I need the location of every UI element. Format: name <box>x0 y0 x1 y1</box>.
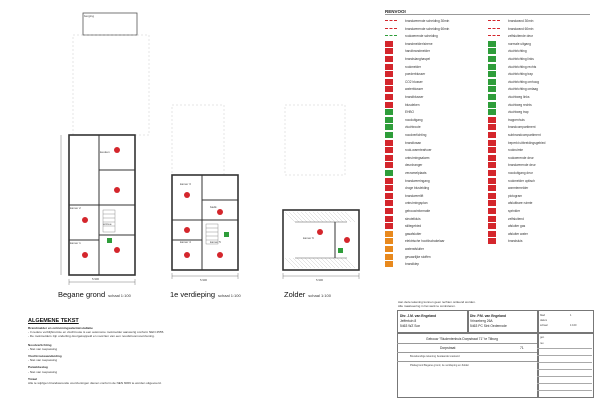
room-label: kamer 3 <box>180 182 191 186</box>
scale-value: 1:100 <box>570 324 577 327</box>
legend-label: brandwerende deur <box>508 163 536 168</box>
legend-label: brandweerlift <box>405 193 424 198</box>
legend-symbol-icon <box>488 216 496 222</box>
legend-label: brandwand 60min <box>508 26 534 31</box>
legend-symbol-icon <box>488 71 496 77</box>
legend-symbol-icon <box>488 56 496 62</box>
attic-caption <box>284 284 331 302</box>
legend-symbol-icon <box>385 208 393 214</box>
legend-label: brandblusser <box>405 95 424 99</box>
room-label: kamer 6 <box>303 236 314 240</box>
legend-label: brandklep <box>405 262 419 267</box>
legend-label: trappenhuis <box>508 117 525 122</box>
section-heading: Brandmelder en ontruimingsalarminstallatie <box>28 326 93 330</box>
legend-label: normale uitgang <box>508 41 531 46</box>
legend-label: verzamelplaats <box>405 171 427 175</box>
legend-symbol-icon <box>385 246 393 252</box>
plan-scale: schaal 1:100 <box>108 293 131 298</box>
room-label: kamer 4 <box>180 240 191 244</box>
first-floor-caption <box>170 284 241 302</box>
legend-symbol-icon <box>488 79 496 85</box>
legend-label: gasafsluiter <box>405 231 422 236</box>
legend-label: rookwerende scheiding <box>405 34 438 39</box>
legend-label: rookwerende deur <box>508 155 534 160</box>
legend-label: subbrandcompartiment <box>508 133 541 137</box>
legend <box>385 14 590 270</box>
first-floor-plan <box>162 100 242 285</box>
room-label: entree <box>103 222 112 226</box>
client-city: 5463 WZ Son <box>400 324 421 328</box>
legend-label: pictogram <box>508 193 522 198</box>
legend-symbol-icon <box>385 48 393 54</box>
legend-label: brandwerende scheiding 30min <box>405 19 450 23</box>
room-label: badk. <box>210 205 218 209</box>
section-heading: Vluchtrouteaanduiding <box>28 354 62 359</box>
legend-label: afsluiter gas <box>508 224 526 229</box>
legend-symbol-icon <box>488 20 500 23</box>
legend-symbol-icon <box>488 48 496 54</box>
legend-label: handbrandmelder <box>405 49 430 54</box>
escape-route-icon <box>107 238 112 243</box>
legend-label: afsluitbare ruimte <box>508 201 533 206</box>
legend-label: vluchtrichting rechts <box>508 64 537 69</box>
disclaimer-line: Alle maatvoering in het werk te controleren. <box>398 304 456 308</box>
first-outer-wall <box>172 175 238 270</box>
legend-label: gebouwinformatie <box>405 209 431 213</box>
legend-symbol-icon <box>385 86 393 92</box>
legend-label: vluchtrichting links <box>508 57 534 61</box>
legend-label: vluchtweg rechts <box>508 102 532 107</box>
legend-label: poederblusser <box>405 72 426 77</box>
designer-address: Vrinzeberg 26A <box>470 319 493 323</box>
paragraph: Alle te wijzigen brandwerende voorzieningen dienen conform de NEN 6069 te worden uitgevoerd. <box>28 381 162 386</box>
legend-symbol-icon <box>488 231 496 237</box>
legend-symbol-icon <box>385 28 397 31</box>
smoke-detector-icon <box>344 237 350 243</box>
legend-symbol-icon <box>488 208 496 214</box>
legend-symbol-icon <box>488 170 496 176</box>
dimension-text: 5.900 <box>200 278 207 282</box>
project-title: Gebouw "Studentenhuis Dorpstraat 71" te Tilburg <box>426 337 498 341</box>
legend-symbol-icon <box>488 140 496 146</box>
general-text-title: ALGEMENE TEKST <box>28 318 79 324</box>
legend-label: vluchtrichting omlaag <box>508 87 538 92</box>
legend-label: brandmelder/sirene <box>405 41 433 46</box>
paragraph: - Niet van toepassing <box>28 369 58 374</box>
legend-label: rookmelder optisch <box>508 178 535 183</box>
disclaimer-line: Aan deze tekening kunnen geen rechten ontleend worden. <box>398 300 476 304</box>
legend-symbol-icon <box>385 35 397 38</box>
legend-symbol-icon <box>385 94 393 100</box>
legend-symbol-icon <box>488 94 496 100</box>
legend-label: waterblusser <box>405 87 424 92</box>
client-name: Dhr. J.M. van Engeland <box>400 314 437 318</box>
room-label: kamer 2 <box>70 206 81 210</box>
legend-symbol-icon <box>385 261 393 267</box>
legend-symbol-icon <box>385 71 393 77</box>
legend-symbol-icon <box>488 223 496 229</box>
legend-label: beperkt uitbreidingsgebied <box>508 140 546 145</box>
smoke-detector-icon <box>317 229 323 235</box>
legend-symbol-icon <box>488 178 496 184</box>
date-label: datum <box>540 319 548 322</box>
legend-label: nooduitgang <box>405 117 423 122</box>
legend-label: vluchtroute <box>405 125 421 130</box>
legend-symbol-icon <box>488 185 496 191</box>
legend-label: brandkraan <box>405 140 422 145</box>
legend-label: vluchtweg trap <box>508 110 529 115</box>
plan-title: 1e verdieping <box>170 290 216 299</box>
legend-symbol-icon <box>385 64 393 70</box>
legend-label: waterafsluiter <box>405 247 424 251</box>
legend-symbol-icon <box>385 223 393 229</box>
paragraph: - In iedere verblijfsruimte en vluchtroute is een autonome rookmelder aanwezig conform NEN 2555. <box>28 330 165 335</box>
legend-symbol-icon <box>385 216 393 222</box>
section-heading: Noodverlichting <box>28 342 52 347</box>
paragraph: - De rookmelders zijn onderling doorgekoppeld en voorzien van een noodstroomvoorziening. <box>28 334 155 339</box>
attic-plan <box>275 100 365 285</box>
legend-symbol-icon <box>488 86 496 92</box>
plan-scale: schaal 1:100 <box>308 293 331 298</box>
legend-label: sleutelkluis <box>405 216 421 221</box>
legend-symbol-icon <box>488 155 496 161</box>
designer-name: Dhr. P.M. van Engeland <box>470 314 507 318</box>
legend-symbol-icon <box>488 117 496 123</box>
sheet-number: 1 <box>570 314 572 317</box>
general-text-body <box>28 326 368 385</box>
legend-symbol-icon <box>488 200 496 206</box>
paragraph: - Niet van toepassing <box>28 346 58 351</box>
scale-label: schaal <box>540 324 548 327</box>
dimension-text: 5.900 <box>316 278 323 282</box>
legend-label: nooduitgang deur <box>508 171 533 175</box>
legend-symbol-icon <box>488 193 496 199</box>
designer-city: 5463 PC Sint Oedenrode <box>470 324 507 328</box>
smoke-detector-icon <box>184 227 190 233</box>
legend-label: warmtemelder <box>508 186 529 191</box>
legend-symbol-icon <box>385 124 393 130</box>
legend-label: CO2 blusser <box>405 79 423 84</box>
legend-symbol-icon <box>488 238 496 244</box>
room-label: keuken <box>100 150 110 154</box>
revision-grid <box>537 348 592 396</box>
legend-label: rook-warmteafvoer <box>405 148 432 153</box>
legend-label: vluchtrichting <box>508 49 527 54</box>
legend-symbol-icon <box>488 162 496 168</box>
room-label: kamer 1 <box>70 241 81 245</box>
smoke-detector-icon <box>184 192 190 198</box>
legend-symbol-icon <box>488 124 496 130</box>
ground-floor-caption <box>58 284 131 302</box>
legend-symbol-icon <box>385 185 393 191</box>
legend-label: afsluiter water <box>508 231 528 236</box>
legend-label: rookruimte <box>508 148 524 153</box>
legend-symbol-icon <box>385 162 393 168</box>
legend-symbol-icon <box>385 193 393 199</box>
legend-symbol-icon <box>385 238 393 244</box>
divider <box>397 343 537 344</box>
drawing-content: Plattegrond Begane grond, 1e verdieping en Zolder <box>410 364 469 367</box>
legend-symbol-icon <box>488 132 496 138</box>
legend-label: vluchtrichting trap <box>508 72 533 77</box>
plan-title: Begane grond <box>58 290 106 299</box>
legend-symbol-icon <box>385 140 393 146</box>
paragraph: - Niet van toepassing <box>28 358 58 363</box>
legend-symbol-icon <box>385 231 393 237</box>
legend-label: vluchtrichting omhoog <box>508 79 540 84</box>
legend-symbol-icon <box>385 109 393 115</box>
legend-symbol-icon <box>488 41 496 47</box>
legend-symbol-icon <box>488 28 500 31</box>
roof-outline <box>172 105 224 175</box>
legend-symbol-icon <box>488 102 496 108</box>
sheet-label: blad <box>540 314 545 317</box>
room-label: berging <box>84 14 95 18</box>
legend-symbol-icon <box>385 20 397 23</box>
legend-label: brandsluis <box>508 239 523 244</box>
legend-label: droge blusleiding <box>405 186 430 191</box>
ground-floor-plan <box>55 10 165 300</box>
drawn-by-label: get. <box>540 336 545 339</box>
legend-label: zelfsluitende deur <box>508 34 533 39</box>
smoke-detector-icon <box>82 252 88 258</box>
legend-symbol-icon <box>385 132 393 138</box>
disclaimer-note <box>398 300 476 308</box>
legend-symbol-icon <box>385 254 393 260</box>
legend-label: stiltegebied <box>405 224 422 229</box>
plan-title: Zolder <box>284 290 306 299</box>
legend-label: brandwerende scheiding 60min <box>405 26 450 31</box>
legend-label: zelfsluitend <box>508 216 524 221</box>
smoke-detector-icon <box>114 147 120 153</box>
legend-label: rookmelder <box>405 64 421 69</box>
legend-label: sprinkler <box>508 209 521 213</box>
room-label: kamer 5 <box>210 240 221 244</box>
legend-label: vluchtweg links <box>508 95 530 99</box>
legend-symbol-icon <box>385 117 393 123</box>
legend-item <box>488 237 588 245</box>
divider <box>397 352 537 353</box>
legend-label: brandwand 30min <box>508 19 534 23</box>
project-address: Dorpstraat <box>440 346 456 350</box>
legend-symbol-icon <box>488 147 496 153</box>
legend-label: ontruimingsalarm <box>405 155 430 160</box>
legend-title: RENVOOI <box>385 9 406 14</box>
ground-stairs <box>103 210 115 232</box>
legend-label: brandweeringang <box>405 178 430 183</box>
legend-label: brandslanghaspel <box>405 57 431 61</box>
smoke-detector-icon <box>184 252 190 258</box>
legend-label: elektrische hoofdschakelaar <box>405 239 445 244</box>
legend-label: noodverlichting <box>405 133 427 137</box>
smoke-detector-icon <box>217 209 223 215</box>
section-heading: Paniekbeslag <box>28 365 48 370</box>
legend-symbol-icon <box>385 155 393 161</box>
garden-outline <box>73 35 149 135</box>
plan-scale: schaal 1:100 <box>218 293 241 298</box>
dimension-text: 5.900 <box>92 277 99 281</box>
legend-symbol-icon <box>385 147 393 153</box>
section-heading: Totaal <box>28 376 37 381</box>
meta-cell <box>537 310 594 334</box>
smoke-detector-icon <box>82 217 88 223</box>
legend-symbol-icon <box>385 170 393 176</box>
client-address: Jeffertuin 8 <box>400 319 417 323</box>
legend-symbol-icon <box>385 102 393 108</box>
legend-label: blusdeken <box>405 102 420 107</box>
legend-symbol-icon <box>488 35 500 38</box>
legend-symbol-icon <box>385 56 393 62</box>
legend-label: brandcompartiment <box>508 125 536 130</box>
smoke-detector-icon <box>217 252 223 258</box>
house-number: 71 <box>520 346 524 350</box>
legend-symbol-icon <box>385 200 393 206</box>
legend-symbol-icon <box>488 64 496 70</box>
legend-label: ontruimingsplan <box>405 201 428 206</box>
escape-route-icon <box>224 232 229 237</box>
legend-symbol-icon <box>385 41 393 47</box>
legend-label: gevaarlijke stoffen <box>405 254 431 259</box>
smoke-detector-icon <box>114 187 120 193</box>
legend-symbol-icon <box>488 109 496 115</box>
legend-symbol-icon <box>385 178 393 184</box>
drawing-subject: Bouwkundige tekening bestaande toestand <box>410 355 460 358</box>
legend-label: EHBO <box>405 110 415 115</box>
roof-outline <box>285 105 345 175</box>
divider <box>397 361 537 362</box>
escape-route-icon <box>338 248 343 253</box>
smoke-detector-icon <box>114 247 120 253</box>
revision-label: rev. <box>540 342 545 345</box>
legend-symbol-icon <box>385 79 393 85</box>
legend-item <box>385 260 485 268</box>
legend-label: deurdranger <box>405 163 423 168</box>
